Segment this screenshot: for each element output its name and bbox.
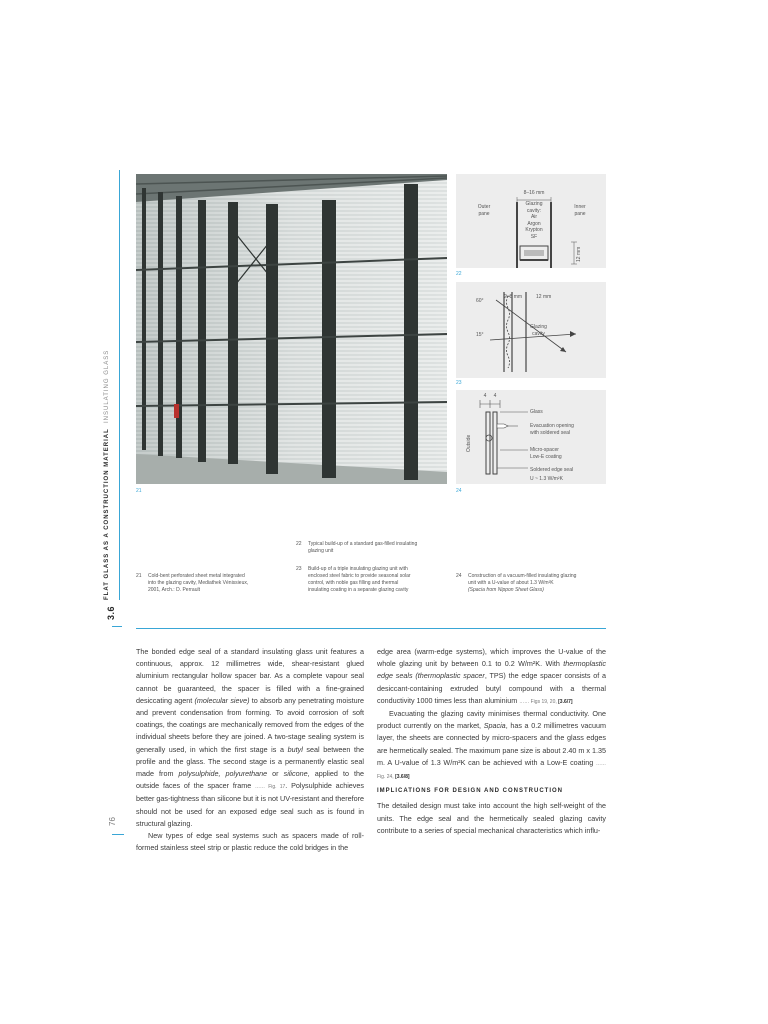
figure-23-diagram [456, 282, 606, 378]
body-column-1 [136, 646, 364, 854]
body-column-2 [377, 646, 606, 837]
f24-u-value-label: U ~ 1.3 W/m²K [530, 476, 563, 482]
figure-24-number: 24 [456, 488, 462, 494]
f24-microspacer-label: Micro-spacer Low-E coating [530, 447, 562, 460]
f24-dim-a: 4 [483, 393, 487, 399]
caption-24: 24 Construction of a vacuum-filled insulating glazing unit with a U-value of about 1.3 W/m²K (Spacia from Nippon Sheet Glass) [456, 573, 577, 593]
f23-angle-top: 60° [476, 298, 484, 304]
paragraph: New types of edge seal systems such as spacers made of roll-formed stainless steel strip or plastic reduce the cold bridges in the [136, 831, 364, 853]
glass-facade-image [136, 174, 447, 484]
f24-dim-b: 4 [493, 393, 497, 399]
f23-cavity-label: Glazing cavity [530, 324, 547, 337]
running-head [104, 180, 124, 600]
figure-21-number: 21 [136, 488, 142, 494]
page-number-rule [112, 834, 124, 835]
f22-depth-label: 12 mm [576, 246, 582, 262]
f24-outside-label: Outside [466, 434, 472, 452]
section-heading: IMPLICATIONS FOR DESIGN AND CONSTRUCTION [377, 788, 563, 795]
paragraph: edge area (warm-edge systems), which improves the U-value of the whole glazing unit by between 0.1 to 0.2 W/m²K. With thermoplastic edge seals (thermoplastic spacer, TPS) the edge spacer consists of a desiccant-containing extruded butyl compound with a thermal conductivity 1000 times less than aluminium …… Figs 19, 20, [3.6/7] [377, 647, 606, 705]
figure-21-photo [136, 174, 447, 484]
paragraph: The bonded edge seal of a standard insulating glass unit features a continuous, approx. 12 millimetres wide, shear-resistant glued aluminium rectangular hollow spacer bar. As a complete vapour seal cannot be guaranteed, the spacer is filled with a fine-grained desiccating agent (molecular sieve) to absorb any penetrating moisture and prevent condensation from forming. To avoid corrosion of soft coatings, the coatings are mechanically removed from the edges of the individual sheets before they are joined. A two-stage sealing system is generally used, in which the first stage is a butyl seal between the profile and the glass. The second stage is a permanently elastic seal made from polysulphide, polyurethane or silicone, applied to the outside faces of the spacer frame …… Fig. 17. Polysulphide achieves better gas-tightness than silicone but it is not UV-resistant and therefore should not be used for an exposed edge seal such as is found in structural glazing. [136, 647, 365, 828]
paragraph: The detailed design must take into account the high self-weight of the units. The edge seal and the hermetically sealed glazing cavity contribute to a series of special mechanical characteristics which influ- [377, 801, 606, 835]
f22-cavity-label: Glazing cavity: Air Argon Krypton SF [525, 201, 543, 240]
paragraph: Evacuating the glazing cavity minimises thermal conductivity. One product currently on the market, Spacia, has a 0.2 millimetres vacuum layer, the sheets are connected by micro-spacers and the glass edges are hermetically sealed. The maximum pane size is about 2.40 m x 1.35 m. A U-value of 1.3 W/m²K can be achieved with a Low-E coating …… Fig. 24, [3.6/8] [377, 709, 606, 781]
fire-extinguisher-icon [174, 404, 179, 418]
caption-21: 21 Cold-bent perforated sheet metal integrated into the glazing cavity, Mediathek Vénissieux, 2001, Arch.: D. Perrault [136, 573, 249, 593]
figure-23-number: 23 [456, 380, 462, 386]
running-head-subsection: INSULATING GLASS [104, 349, 110, 423]
f23-angle-bottom: 15° [476, 332, 484, 338]
f24-edge-seal-label: Soldered edge seal [530, 467, 574, 473]
caption-23: 23 Build-up of a triple insulating glazing unit with enclosed steel fabric to provide seasonal solar control, with noble gas filling and thermal insulating coating in a separate glazing cavity [296, 566, 411, 593]
f22-width-label: 8–16 mm [523, 190, 545, 196]
figure-22-diagram [456, 174, 606, 268]
figure-24-diagram [456, 390, 606, 484]
f23-dim-b: 12 mm [536, 294, 552, 300]
f23-dim-a: 2–8 mm [504, 294, 523, 300]
page-number: 76 [108, 817, 117, 826]
running-head-section: FLAT GLASS AS A CONSTRUCTION MATERIAL [104, 428, 110, 600]
section-divider [136, 628, 606, 629]
chapter-number: 3.6 [106, 605, 116, 620]
f24-evacuation-label: Evacuation opening with soldered seal [530, 423, 574, 436]
chapter-rule [112, 626, 122, 627]
f24-glass-label: Glass [530, 409, 543, 415]
figure-22-number: 22 [456, 271, 462, 277]
caption-22: 22 Typical build-up of a standard gas-filled insulating glazing unit [296, 541, 418, 554]
f22-outer-pane-label: Outer pane [477, 204, 491, 217]
f22-inner-pane-label: Inner pane [574, 204, 586, 217]
